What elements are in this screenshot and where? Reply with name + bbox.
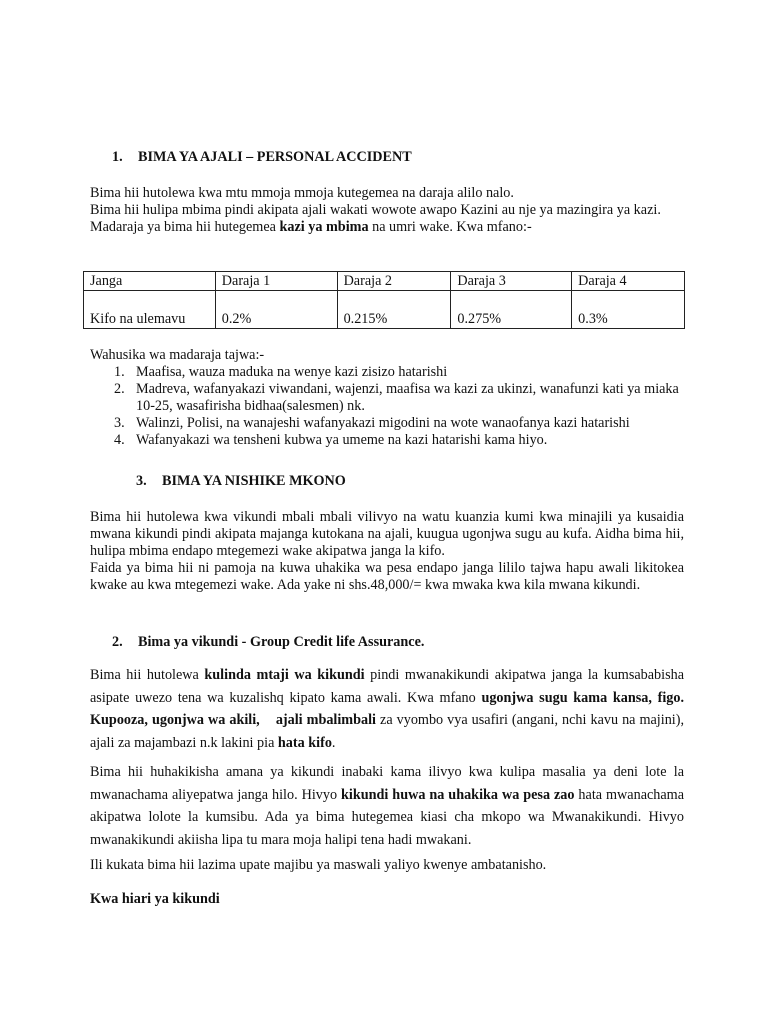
section-3-number: 3. — [136, 473, 147, 489]
wahusika-block — [90, 347, 684, 449]
footer-bold-line — [90, 891, 684, 908]
bold-run: ugonjwa sugu kama kansa, figo. Kupooza, ugonjwa wa akili, — [90, 689, 685, 728]
table-header-cell: Daraja 1 — [215, 272, 337, 291]
text-run: za vyombo vya usafiri (angani, nchi kavu na majini), ajali za majambazi n.k lakini pia — [90, 712, 685, 751]
section-3-paragraph-2: Faida ya bima hii ni pamoja na kuwa uhakika wa pesa endapo janga lililo tajwa hapu awali likitokea kwake au kwa mtegemezi wake. Ada yake ni shs.48,000/= kwa mwaka kwa kila mwana kikundi. — [90, 560, 684, 593]
list-item-number: 4. — [114, 432, 125, 448]
table-header-cell: Daraja 3 — [451, 272, 572, 291]
list-item-text: Maafisa, wauza maduka na wenye kazi zisizo hatarishi — [136, 364, 448, 380]
madaraja-line — [90, 219, 684, 236]
intro-line-2: Bima hii hulipa mbima pindi akipata ajali wakati wowote awapo Kazini au nje ya mazingira ya kazi. — [90, 202, 661, 218]
bold-run: kikundi huwa na uhakika wa pesa zao — [341, 786, 575, 803]
text-run: pindi mwanakikundi akipatwa janga la kumsababisha asipate uwezo tena wa kuzalishq kipato kama awali. Kwa mfano — [90, 667, 684, 706]
table-cell: 0.275% — [451, 291, 572, 329]
section-1-number: 1. — [112, 149, 123, 165]
madaraja-pre: Madaraja ya bima hii hutegemea — [90, 219, 280, 235]
table-cell: 0.2% — [215, 291, 337, 329]
table-cell: 0.215% — [337, 291, 451, 329]
table-cell: 0.3% — [572, 291, 685, 329]
list-item — [90, 415, 684, 432]
list-item-number: 1. — [114, 364, 125, 380]
table-header-cell: Daraja 2 — [337, 272, 451, 291]
table-cell: Kifo na ulemavu — [84, 291, 216, 329]
section-2-paragraph-2 — [90, 761, 684, 851]
section-3-body — [90, 509, 684, 594]
table-header-cell: Janga — [84, 272, 216, 291]
bold-run: ajali mbalimbali — [275, 712, 376, 728]
wahusika-title: Wahusika wa madaraja tajwa:- — [90, 347, 265, 363]
list-item — [90, 381, 684, 415]
list-item-text: Madreva, wafanyakazi viwandani, wajenzi, maafisa wa kazi za ukinzi, wanafunzi kati ya miaka 10-25, wasafirisha bidhaa(salesmen) nk. — [136, 381, 679, 414]
list-item-number: 2. — [114, 381, 125, 397]
section-1-title: BIMA YA AJALI – PERSONAL ACCIDENT — [138, 149, 412, 165]
list-item — [90, 432, 684, 449]
list-item-text: Wafanyakazi wa tensheni kubwa ya umeme na kazi hatarishi kama hiyo. — [136, 432, 548, 448]
bold-run: kulinda mtaji wa kikundi — [204, 667, 365, 683]
bold-run: hata kifo — [277, 734, 332, 751]
section-2-heading — [112, 634, 672, 651]
section-1-intro — [90, 185, 684, 236]
text-run: hata mwanachama akipatwa lolote la kumsibu. Ada ya bima hutegemea kiasi cha mkopo wa Mwanakikundi. Hivyo mwanakikundi akiisha lipa tu mara moja halipi tena hadi mwakani. — [90, 786, 685, 848]
list-item-number: 3. — [114, 415, 125, 431]
section-2-paragraph-1 — [90, 664, 684, 754]
list-item — [90, 364, 684, 381]
text-run — [260, 712, 276, 728]
madaraja-bold: kazi ya mbima — [279, 219, 369, 235]
text-run: Bima hii huhakikisha amana ya kikundi inabaki kama ilivyo kwa kulipa masalia ya deni lote la mwanachama aliyepatwa janga hilo. Hivyo — [90, 764, 684, 803]
section-3-heading — [136, 473, 676, 490]
list-item-text: Walinzi, Polisi, na wanajeshi wafanyakazi migodini na wote wanaofanya kazi hatarishi — [136, 415, 630, 431]
rates-table — [83, 271, 685, 329]
section-1-heading — [112, 149, 672, 166]
table-header-row — [84, 272, 685, 291]
madaraja-post: na umri wake. Kwa mfano:- — [368, 219, 532, 235]
section-3-paragraph-1: Bima hii hutolewa kwa vikundi mbali mbali vilivyo na watu kuanzia kumi kwa minajili ya kusaidia mwana kikundi pindi akipata majanga kutokana na ajali, kuugua ugonjwa sugu au kufa. Aidha bima hii, hulipa mbima endapo mtegemezi wake akipatwa janga la kifo. — [90, 509, 684, 559]
section-2-title: Bima ya vikundi - Group Credit life Assurance. — [138, 634, 425, 650]
section-3-title: BIMA YA NISHIKE MKONO — [162, 473, 346, 489]
section-2-number: 2. — [112, 634, 123, 650]
table-row — [84, 291, 685, 329]
table-header-cell: Daraja 4 — [572, 272, 685, 291]
wahusika-list — [90, 364, 684, 449]
footer-bold-text: Kwa hiari ya kikundi — [90, 891, 220, 907]
text-run: Bima hii hutolewa — [90, 667, 205, 683]
text-run: . — [331, 734, 336, 751]
section-2-paragraph-3: Ili kukata bima hii lazima upate majibu ya maswali yaliyo kwenye ambatanisho. — [90, 857, 547, 873]
intro-line-1: Bima hii hutolewa kwa mtu mmoja mmoja kutegemea na daraja alilo nalo. — [90, 185, 514, 201]
